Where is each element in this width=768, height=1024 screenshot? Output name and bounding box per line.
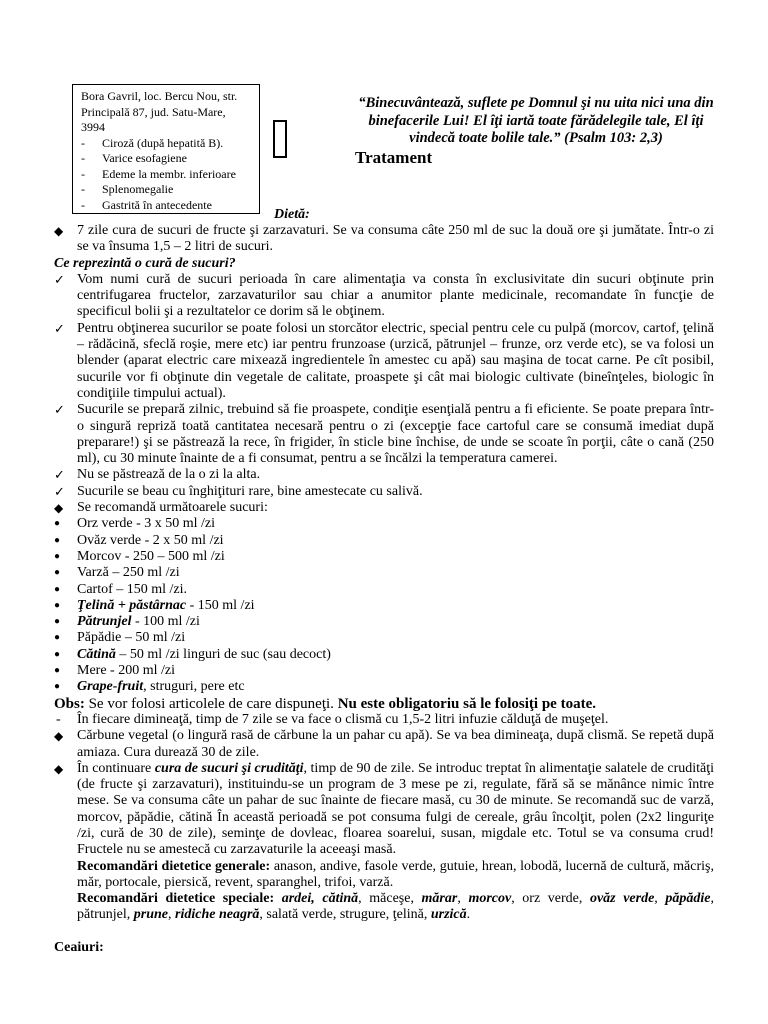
dash-bullet-icon: - [81,135,85,150]
obs-text: Se vor folosi articolele de care dispuneţi. [84,695,338,712]
juice-item [54,614,714,630]
continuation-bold: cura de sucuri şi crudităţi [154,760,304,776]
special-item-bold: prune [133,907,168,923]
morning-item [54,712,714,728]
juice-detail: , struguri, pere etc [143,679,245,695]
black-diamond-bullet-icon: ◆ [54,224,64,238]
dash-bullet-icon: - [81,166,85,181]
check-text: Vom numi cură de sucuri perioada în care alimentaţia va consta în exclusivitate din sucuri obţinute prin centrifugarea fructelor, zarzavaturilor sau chiar a anumitor plante medicinale, recomandate în funcţie de specificul bolii şi a rezultatelor ce dorim să le obţinem. [77,271,714,320]
check-mark-bullet-icon: ✓ [54,320,65,336]
special-item-bold: urzică [430,907,467,923]
special-item-bold: ardei, cătină [281,891,359,907]
juice-item [54,663,714,679]
dash-bullet-icon: - [81,197,85,212]
recommend-intro-text: Se recomandă următoarele sucuri: [77,500,268,516]
dash-bullet-icon: - [81,182,85,196]
juice-detail: Păpădie – 50 ml /zi [77,630,186,646]
special-item: , orz verde, [511,891,590,907]
recommend-intro-item [54,500,714,516]
round-bullet-icon: ● [54,518,61,530]
special-item: , [654,891,666,907]
juice-item [54,647,714,663]
general-label: Recomandări dietetice generale: [77,858,271,874]
diagnosis-item [81,151,251,167]
juice-text [77,630,714,646]
check-item [54,467,714,483]
diagnosis-text: Splenomegalie [102,182,174,196]
juice-cure-question: Ce reprezintă o cură de sucuri? [54,255,236,271]
patient-info-box [72,84,260,214]
juice-detail: Morcov - 250 – 500 ml /zi [77,548,225,564]
continuation-item [54,761,714,859]
general-recommendations [54,859,714,892]
continuation-post: , timp de 90 de zile. Se introduc treptat în alimentaţie salatele de crudităţi (de fructe şi zarzavaturi), instituindu-se un program de 3 mese pe zi, regulate, fără să se mănânce nimic între mese. Se va consuma câte un pahar de suc înainte de fiecare masă, cu 30 de minute. Se recomandă suc de varză, morcov, păpădie, cătină În această perioadă se pot consuma fulgi de cereale, grâu încolţit, polen (2x2 linguriţe /zi, cură de 30 de zile), seminţe de dovleac, floarea soarelui, susan, migdale etc. Totul se va consuma crud! Fructele nu se amestecă cu zarzavaturile la aceeaşi masă. [77,760,715,858]
page-title: Tratament [355,148,433,167]
juice-text [77,565,714,581]
juice-item [54,582,714,598]
special-item: , [168,907,175,923]
special-item-bold: morcov [468,891,512,907]
document-body [54,223,714,956]
diagnosis-text: Edeme la membr. inferioare [102,166,236,181]
diagnosis-item [81,136,251,152]
special-item: . [466,907,471,923]
special-recommendations [54,891,714,924]
diagnosis-item [81,182,251,198]
check-text: Sucurile se prepară zilnic, trebuind să fie proaspete, condiţie esenţială pentru a fi eficiente. Se poate prepara într-o singură repriză toată cantitatea necesară pentru o zi (excepţie face cartoful care se consumă imediat după preparare!) şi se păstrează la rece, în frigider, în sticle bine închise, de unde se scoate în porţii, câte o cană (250 ml), cu 30 minute înainte de a fi consumat, pentru a se încălzi la temperatura camerei. [77,402,714,467]
black-diamond-bullet-icon: ◆ [54,501,64,516]
diagnosis-text: Varice esofagiene [102,151,187,165]
juice-item [54,533,714,549]
juice-text [77,533,714,549]
special-item-bold: ridiche neagră [175,907,260,923]
special-item: , măceşe, [358,891,422,907]
juice-text [77,582,714,598]
juice-text [77,598,714,614]
diagnosis-text: Gastrită în antecedente [102,197,212,212]
juice-text [77,549,714,565]
check-mark-bullet-icon: ✓ [54,483,65,499]
diagnosis-item [81,167,251,183]
check-item [54,402,714,467]
diagnosis-item [81,198,251,214]
check-mark-bullet-icon: ✓ [54,271,65,287]
juice-text [77,663,714,679]
juice-detail: Ovăz verde - 2 x 50 ml /zi [77,532,224,548]
juice-text [77,647,714,663]
dash-bullet-icon: - [56,711,61,727]
check-item [54,272,714,321]
juice-item [54,549,714,565]
intro-item [54,223,714,256]
check-list [54,272,714,500]
round-bullet-icon: ● [54,616,61,628]
round-bullet-icon: ● [54,599,61,611]
round-bullet-icon: ● [54,583,61,595]
juice-item [54,679,714,695]
juice-detail: Mere - 200 ml /zi [77,663,175,679]
special-item: , salată verde, strugure, ţelină, [259,907,431,923]
juice-text [77,614,714,630]
intro-text: 7 zile cura de sucuri de fructe şi zarzavaturi. Se va consuma câte 250 ml de suc la două ore şi jumătate. Într-o zi se va însuma 1,5 – 2 litri de sucuri. [77,223,714,255]
dash-bullet-icon: - [81,151,85,165]
juice-detail: – 50 ml /zi linguri de suc (sau decoct) [115,646,331,662]
bible-quote: “Binecuvântează, suflete pe Domnul şi nu uita nici una din binefacerile Lui! El îţi iartă toate fărădelegile tale, El îţi vindecă toate bolile tale.” (Psalm 103: 2,3) [358,95,714,146]
juice-item [54,598,714,614]
charcoal-item [54,728,714,761]
check-mark-bullet-icon: ✓ [54,402,65,418]
check-mark-bullet-icon: ✓ [54,467,65,483]
special-item-bold: păpădie [665,891,711,907]
check-item [54,484,714,500]
special-item-bold: ovăz verde [589,891,655,907]
charcoal-text: Cărbune vegetal (o lingură rasă de cărbune la un pahar cu apă). Se va bea dimineaţa, după clismă. Se repetă după amiaza. Cura durează 30 de zile. [77,728,714,760]
black-diamond-bullet-icon: ◆ [54,761,64,776]
special-item: , [457,891,469,907]
juice-name-bold: Ţelină + păstârnac [77,597,187,613]
round-bullet-icon: ● [54,550,61,562]
obs-label: Obs: [54,695,85,712]
juice-list [54,516,714,695]
juice-name-bold: Pătrunjel [77,614,132,630]
round-bullet-icon: ● [54,534,61,546]
juice-detail: Varză – 250 ml /zi [77,565,180,581]
juice-item [54,630,714,646]
juice-text [77,516,714,532]
round-bullet-icon: ● [54,648,61,660]
round-bullet-icon: ● [54,632,61,644]
round-bullet-icon: ● [54,681,61,693]
juice-name-bold: Cătină [77,646,116,662]
round-bullet-icon: ● [54,567,61,579]
continuation-pre: În continuare [77,760,155,776]
check-text: Nu se păstrează de la o zi la alta. [77,467,261,483]
empty-symbol-box [273,120,287,158]
juice-name-bold: Grape-fruit [77,679,144,695]
round-bullet-icon: ● [54,665,61,677]
juice-item [54,516,714,532]
check-item [54,321,714,402]
check-text: Pentru obţinerea sucurilor se poate folosi un storcător electric, special pentru cele cu pulpă (morcov, cartof, ţelină – rădăcină, sfeclă roşie, mere etc) iar pentru frunzoase (urzică, pătrunjel – frunze, orz verde etc), se va folosi un blender (aparat electric care mixează ingredientele în amestec cu apă) sau maşina de tocat carne. Pe cît posibil, sucurile vor fi obţinute din vegetale de calitate, proaspete şi cât mai biologic cultivate (bineînţeles, biologic în condiţiile timpului actual). [77,320,714,401]
obs-line [54,696,714,712]
diet-label: Dietă: [274,207,310,222]
continuation-text [77,761,714,859]
diagnosis-list [81,136,251,214]
black-diamond-bullet-icon: ◆ [54,729,64,744]
general-text: anason, andive, fasole verde, gutuie, hrean, lobodă, lucernă de cultură, măcriş, măr, portocale, piersică, revent, sparanghel, trifoi, varză. [77,858,714,890]
special-item-bold: mărar [421,891,458,907]
special-item: , pătrunjel, [77,891,714,923]
patient-address: Bora Gavril, loc. Bercu Nou, str. Principală 87, jud. Satu-Mare, 3994 [81,89,238,134]
juice-detail: - 100 ml /zi [131,614,200,630]
juice-detail: - 150 ml /zi [186,597,255,613]
check-text: Sucurile se beau cu înghiţituri rare, bine amestecate cu salivă. [77,483,423,499]
juice-detail: Orz verde - 3 x 50 ml /zi [77,516,216,532]
juice-detail: Cartof – 150 ml /zi. [77,581,188,597]
diagnosis-text: Ciroză (după hepatită B). [102,135,224,150]
juice-item [54,565,714,581]
teas-heading: Ceaiuri: [54,939,104,955]
morning-text: În fiecare dimineaţă, timp de 7 zile se va face o clismă cu 1,5-2 litri infuzie călduţă de muşeţel. [77,711,609,727]
special-label: Recomandări dietetice speciale: [77,891,275,907]
juice-text [77,679,714,695]
obs-bold-text: Nu este obligatoriu să le folosiţi pe toate. [337,695,596,712]
